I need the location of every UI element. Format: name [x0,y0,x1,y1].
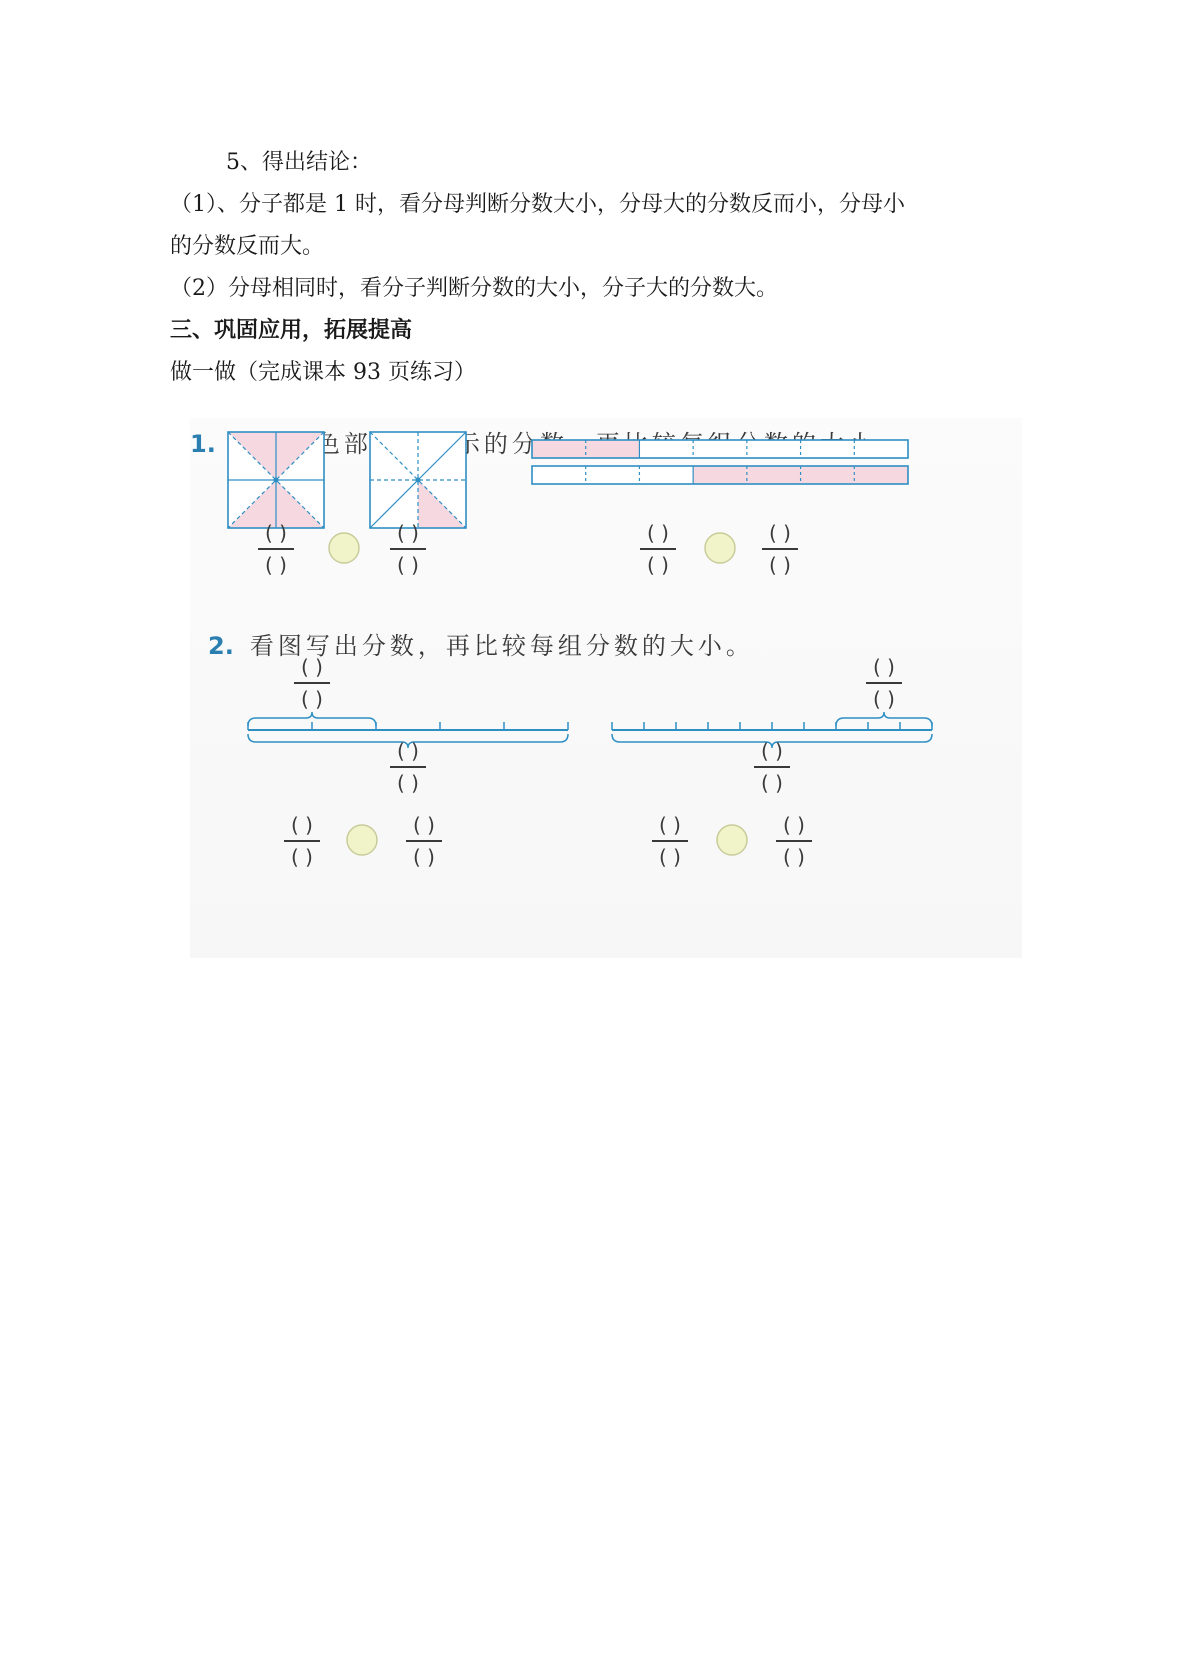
ex2-line-1-lower-fraction-numerator: ( ) [397,739,419,763]
ex2-fraction-d-numerator: ( ) [783,813,805,837]
bar-1-segment [801,440,855,458]
bar-2-segment [532,466,586,484]
ex2-line-1-upper-fraction-denominator: ( ) [301,687,323,711]
exercise-2-prompt: 看图写出分数，再比较每组分数的大小。 [249,632,754,660]
ex1-fraction-a-numerator: ( ) [265,521,287,545]
ex2-fraction-c-denominator: ( ) [659,845,681,869]
bar-2-segment [693,466,747,484]
rule-1-line-2: 的分数反而大。 [170,234,325,259]
ex1-compare-circle-right [705,533,735,563]
ex1-fraction-b-numerator: ( ) [397,521,419,545]
ex1-fraction-d-denominator: ( ) [769,553,791,577]
rule-1-line-1: （1）、分子都是 1 时，看分母判断分数大小，分母大的分数反而小，分母小 [170,192,905,217]
ex2-line-2-upper-fraction-denominator: ( ) [873,687,895,711]
ex2-compare-circle-right [717,825,747,855]
ex1-compare-circle-left [329,533,359,563]
conclusion-heading: 5、得出结论： [226,150,372,175]
ex1-fraction-c-numerator: ( ) [647,521,669,545]
ex1-fraction-d-numerator: ( ) [769,521,791,545]
ex2-line-2-lower-fraction-numerator: ( ) [761,739,783,763]
ex2-fraction-d-denominator: ( ) [783,845,805,869]
exercise-figures [190,418,1022,958]
section-title: 三、巩固应用，拓展提高 [170,318,413,343]
ex1-fraction-b-denominator: ( ) [397,553,419,577]
number-line-2-upper-brace [836,712,932,726]
ex2-line-1-lower-fraction-denominator: ( ) [397,771,419,795]
bar-1-segment [532,440,586,458]
ex2-fraction-c-numerator: ( ) [659,813,681,837]
textbook-exercise-image [190,418,1022,958]
ex2-line-2-upper-fraction-numerator: ( ) [873,655,895,679]
exercise-1-number: 1. [190,430,216,458]
ex2-compare-circle-left [347,825,377,855]
ex2-fraction-b-denominator: ( ) [413,845,435,869]
ex2-line-1-upper-fraction-numerator: ( ) [301,655,323,679]
square-1-center-dot [274,478,279,483]
exercise-2-number: 2. [208,632,234,660]
bar-1-segment [854,440,908,458]
bar-2-segment [639,466,693,484]
practice-intro: 做一做（完成课本 93 页练习） [170,360,476,385]
ex2-fraction-b-numerator: ( ) [413,813,435,837]
bar-2-segment [801,466,855,484]
square-2-center-dot [416,478,421,483]
bar-2-segment [586,466,640,484]
bar-2-segment [854,466,908,484]
ex2-fraction-a-denominator: ( ) [291,845,313,869]
rule-2: （2）分母相同时，看分子判断分数的大小，分子大的分数大。 [170,276,778,301]
bar-2-segment [747,466,801,484]
ex1-fraction-a-denominator: ( ) [265,553,287,577]
ex2-fraction-a-numerator: ( ) [291,813,313,837]
bar-1-segment [586,440,640,458]
ex1-fraction-c-denominator: ( ) [647,553,669,577]
ex2-line-2-lower-fraction-denominator: ( ) [761,771,783,795]
bar-1-segment [747,440,801,458]
bar-1-segment [693,440,747,458]
bar-1-segment [639,440,693,458]
